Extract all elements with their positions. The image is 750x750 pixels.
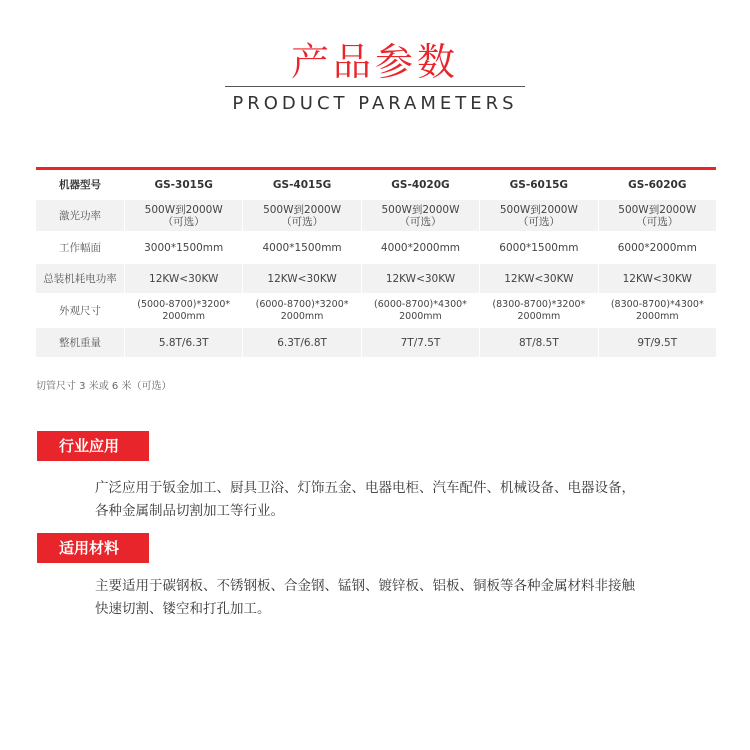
- table-cell: [124, 264, 242, 293]
- materials-description: [95, 575, 725, 621]
- model-cell: GS-6015G: [479, 172, 597, 198]
- cell-line: 7T/7.5T: [400, 336, 441, 349]
- cell-line: （可选）: [636, 215, 679, 228]
- cell-line: 6000*1500mm: [499, 241, 579, 254]
- cell-line: 12KW<30KW: [267, 272, 337, 285]
- cell-line: (8300-8700)*4300*: [610, 298, 704, 310]
- cell-line: (8300-8700)*3200*: [492, 298, 586, 310]
- cell-line: 2000mm: [162, 310, 206, 322]
- cell-line: 500W到2000W: [499, 203, 578, 216]
- page-header: [0, 40, 750, 116]
- cell-line: 500W到2000W: [381, 203, 460, 216]
- cell-line: 5.8T/6.3T: [158, 336, 209, 349]
- cell-line: 3000*1500mm: [144, 241, 224, 254]
- table-cell: [479, 200, 597, 231]
- table-cell: [361, 295, 479, 326]
- cell-line: （可选）: [162, 215, 205, 228]
- row-label: 整机重量: [36, 328, 124, 357]
- title-divider: [225, 86, 525, 87]
- cell-line: 12KW<30KW: [149, 272, 219, 285]
- table-cell: [124, 233, 242, 262]
- cell-line: （可选）: [399, 215, 442, 228]
- table-cell: [361, 200, 479, 231]
- table-cell: [124, 200, 242, 231]
- materials-line: 快速切割、镂空和打孔加工。: [95, 601, 271, 617]
- materials-line: 主要适用于碳钢板、不锈钢板、合金钢、锰钢、镀锌板、铝板、铜板等各种金属材料非接触: [95, 578, 635, 594]
- table-cell: [479, 264, 597, 293]
- table-row: [36, 264, 716, 293]
- cell-line: 4000*2000mm: [380, 241, 461, 254]
- header-label: 机器型号: [36, 172, 124, 198]
- table-cell: [361, 264, 479, 293]
- table-cell: [598, 328, 716, 357]
- row-label: 总装机耗电功率: [36, 264, 124, 293]
- page-subtitle: PRODUCT PARAMETERS: [232, 93, 518, 114]
- row-label: 激光功率: [36, 200, 124, 231]
- cell-line: (6000-8700)*4300*: [374, 298, 467, 310]
- cell-line: 4000*1500mm: [262, 241, 342, 254]
- industry-description: [95, 477, 725, 523]
- model-cell: GS-4020G: [361, 172, 479, 198]
- table-cell: [479, 328, 597, 357]
- cell-line: 2000mm: [635, 310, 679, 322]
- cell-line: 12KW<30KW: [385, 272, 456, 285]
- cell-line: 2000mm: [399, 310, 442, 322]
- cell-line: 500W到2000W: [618, 203, 697, 216]
- cell-line: 500W到2000W: [263, 203, 342, 216]
- table-row: [36, 200, 716, 231]
- cell-line: (6000-8700)*3200*: [255, 298, 349, 310]
- cell-line: (5000-8700)*3200*: [137, 298, 231, 310]
- cell-line: 8T/8.5T: [518, 336, 559, 349]
- cell-line: 2000mm: [280, 310, 324, 322]
- industry-line: 广泛应用于钣金加工、厨具卫浴、灯饰五金、电器电柜、汽车配件、机械设备、电器设备，: [95, 480, 635, 496]
- table-cell: [124, 295, 242, 326]
- cell-line: 2000mm: [517, 310, 561, 322]
- section-tag-industry: 行业应用: [37, 431, 149, 461]
- table-cell: [479, 295, 597, 326]
- cell-line: 12KW<30KW: [622, 272, 692, 285]
- model-cell: GS-4015G: [242, 172, 360, 198]
- table-cell: [242, 328, 360, 357]
- cell-line: 6000*2000mm: [617, 241, 697, 254]
- model-cell: GS-6020G: [598, 172, 716, 198]
- table-cell: [598, 264, 716, 293]
- table-cell: [598, 233, 716, 262]
- cell-line: 9T/9.5T: [637, 336, 678, 349]
- table-cell: [598, 295, 716, 326]
- row-label: 外观尺寸: [59, 304, 101, 317]
- cell-line: 500W到2000W: [144, 203, 223, 216]
- table-row: [36, 295, 716, 326]
- page-title: 产品参数: [290, 40, 459, 84]
- table-cell: [361, 328, 479, 357]
- table-cell: [479, 233, 597, 262]
- cell-line: 6.3T/6.8T: [277, 336, 327, 349]
- table-row: [36, 328, 716, 357]
- table-cell: [242, 200, 360, 231]
- table-note: 切管尺寸 3 米或 6 米（可选）: [36, 381, 172, 392]
- row-label: 工作幅面: [59, 241, 101, 254]
- cell-line: 12KW<30KW: [504, 272, 574, 285]
- table-cell: [598, 200, 716, 231]
- cell-line: （可选）: [517, 215, 560, 228]
- table-header-row: [36, 172, 716, 198]
- table-row: [36, 233, 716, 262]
- table-cell: [242, 233, 360, 262]
- cell-line: （可选）: [281, 215, 324, 228]
- table-cell: [242, 264, 360, 293]
- table-cell: [242, 295, 360, 326]
- table-cell: [361, 233, 479, 262]
- industry-line: 各种金属制品切割加工等行业。: [95, 503, 284, 519]
- parameters-table: [36, 167, 716, 359]
- model-cell: GS-3015G: [124, 172, 242, 198]
- section-tag-materials: 适用材料: [37, 533, 149, 563]
- table-cell: [124, 328, 242, 357]
